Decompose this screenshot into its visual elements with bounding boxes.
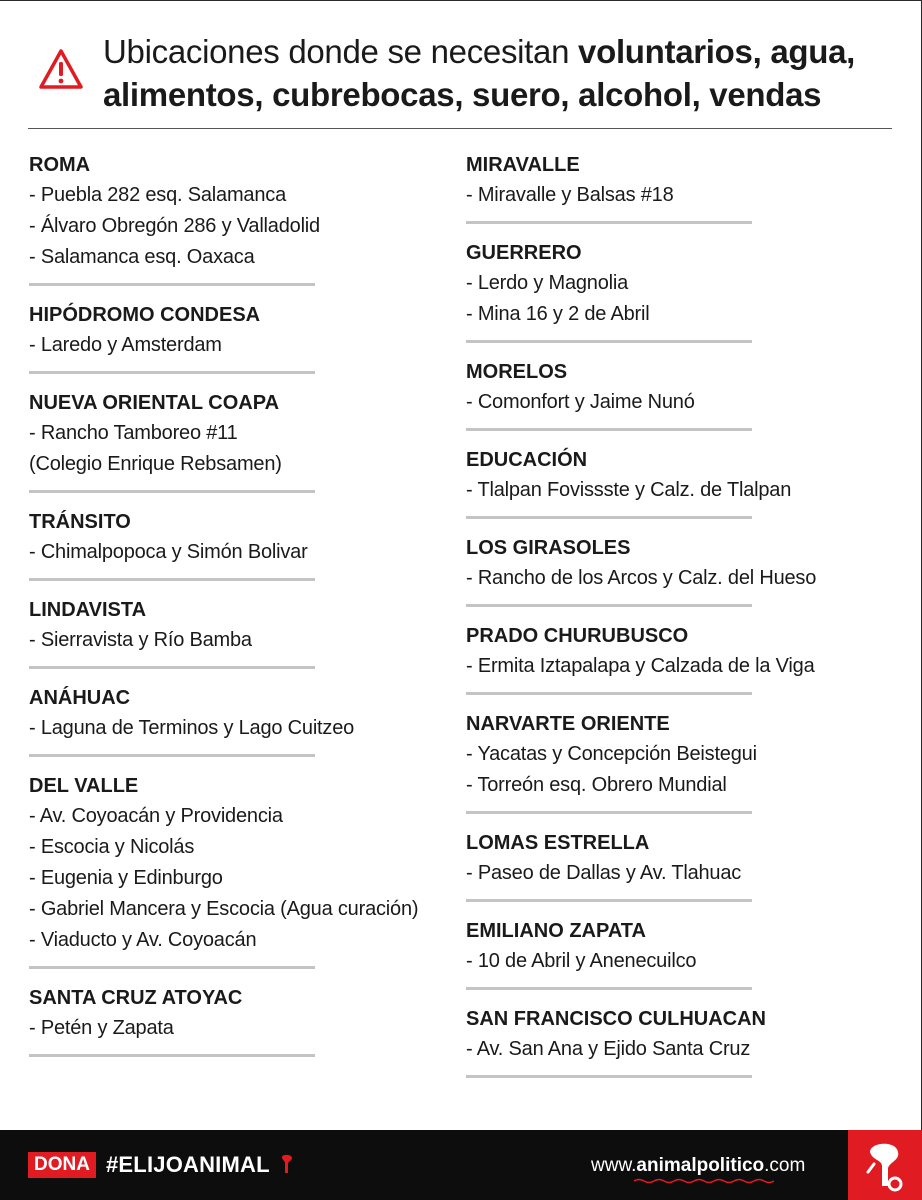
address-line: - Eugenia y Edinburgo <box>29 867 223 889</box>
left-location-column <box>29 150 449 1071</box>
address-line: - Puebla 282 esq. Salamanca <box>29 184 286 206</box>
neighborhood-title: GUERRERO <box>466 242 582 264</box>
address-line: - Mina 16 y 2 de Abril <box>466 303 650 325</box>
address-line: - Paseo de Dallas y Av. Tlahuac <box>466 862 742 884</box>
animal-head-icon <box>280 1153 294 1175</box>
warning-triangle-icon <box>38 48 84 90</box>
address-line: - 10 de Abril y Anenecuilco <box>466 950 697 972</box>
address-line: - Viaducto y Av. Coyoacán <box>29 929 257 951</box>
neighborhood-title: HIPÓDROMO CONDESA <box>29 304 261 326</box>
location-section <box>29 983 449 1057</box>
section-divider <box>466 899 752 902</box>
header-divider <box>28 128 892 129</box>
location-section <box>466 1004 886 1078</box>
section-divider <box>29 966 315 969</box>
address-line: - Lerdo y Magnolia <box>466 272 629 294</box>
dona-button[interactable]: DONA <box>28 1152 96 1178</box>
address-line: - Rancho Tamboreo #11 <box>29 422 238 444</box>
address-line: - Salamanca esq. Oaxaca <box>29 246 255 268</box>
neighborhood-title: SAN FRANCISCO CULHUACAN <box>466 1008 766 1030</box>
location-section <box>466 533 886 607</box>
address-line: - Miravalle y Balsas #18 <box>466 184 674 206</box>
site-brand: animalpolitico <box>636 1155 765 1176</box>
location-section <box>466 828 886 902</box>
site-prefix: www. <box>591 1155 637 1176</box>
neighborhood-title: TRÁNSITO <box>29 511 131 533</box>
location-section <box>29 683 449 757</box>
site-url[interactable] <box>591 1153 805 1179</box>
location-section <box>466 238 886 343</box>
neighborhood-title: MIRAVALLE <box>466 154 580 176</box>
address-line: - Escocia y Nicolás <box>29 836 195 858</box>
section-divider <box>29 371 315 374</box>
wavy-underline-decoration <box>634 1178 774 1184</box>
animal-politico-logo-icon <box>860 1138 910 1194</box>
headline-regular: Ubicaciones donde se necesitan <box>103 33 579 70</box>
headline-bold: voluntarios, agua, alimentos, cubrebocas, suero, alcohol, vendas <box>103 33 856 113</box>
neighborhood-title: ANÁHUAC <box>29 687 131 709</box>
location-section <box>466 357 886 431</box>
address-line: - Gabriel Mancera y Escocia (Agua curación) <box>29 898 419 920</box>
address-line: - Av. San Ana y Ejido Santa Cruz <box>466 1038 751 1060</box>
section-divider <box>29 1054 315 1057</box>
address-line: - Petén y Zapata <box>29 1017 174 1039</box>
section-divider <box>29 754 315 757</box>
neighborhood-title: LOMAS ESTRELLA <box>466 832 650 854</box>
brand-logo <box>848 1130 922 1200</box>
neighborhood-title: EMILIANO ZAPATA <box>466 920 646 942</box>
location-section <box>29 771 449 969</box>
site-suffix: .com <box>764 1155 806 1176</box>
page-title <box>103 30 903 116</box>
location-section <box>29 388 449 493</box>
address-line: - Torreón esq. Obrero Mundial <box>466 774 727 796</box>
address-line: - Yacatas y Concepción Beistegui <box>466 743 757 765</box>
section-divider <box>29 578 315 581</box>
location-section <box>29 150 449 286</box>
address-line: - Sierravista y Río Bamba <box>29 629 252 651</box>
right-location-column <box>466 150 886 1092</box>
location-section <box>29 300 449 374</box>
section-divider <box>466 221 752 224</box>
section-divider <box>466 1075 752 1078</box>
neighborhood-title: LOS GIRASOLES <box>466 537 631 559</box>
hashtag-label: #ELIJOANIMAL <box>106 1152 270 1177</box>
address-line: - Laredo y Amsterdam <box>29 334 222 356</box>
section-divider <box>466 340 752 343</box>
neighborhood-title: LINDAVISTA <box>29 599 147 621</box>
neighborhood-title: DEL VALLE <box>29 775 139 797</box>
section-divider <box>466 604 752 607</box>
neighborhood-title: NARVARTE ORIENTE <box>466 713 670 735</box>
address-line: - Tlalpan Fovissste y Calz. de Tlalpan <box>466 479 792 501</box>
section-divider <box>466 811 752 814</box>
footer-bar <box>0 1130 922 1200</box>
header <box>28 26 898 126</box>
section-divider <box>466 428 752 431</box>
top-border <box>0 0 921 1</box>
location-section <box>466 916 886 990</box>
section-divider <box>29 283 315 286</box>
neighborhood-title: EDUCACIÓN <box>466 449 588 471</box>
address-line: - Laguna de Terminos y Lago Cuitzeo <box>29 717 355 739</box>
neighborhood-title: PRADO CHURUBUSCO <box>466 625 689 647</box>
section-divider <box>466 516 752 519</box>
neighborhood-title: ROMA <box>29 154 91 176</box>
neighborhood-title: SANTA CRUZ ATOYAC <box>29 987 243 1009</box>
address-line: (Colegio Enrique Rebsamen) <box>29 453 282 475</box>
address-line: - Chimalpopoca y Simón Bolivar <box>29 541 308 563</box>
section-divider <box>466 692 752 695</box>
address-line: - Ermita Iztapalapa y Calzada de la Viga <box>466 655 815 677</box>
location-section <box>29 595 449 669</box>
neighborhood-title: MORELOS <box>466 361 568 383</box>
location-section <box>466 445 886 519</box>
neighborhood-title: NUEVA ORIENTAL COAPA <box>29 392 280 414</box>
address-line: - Av. Coyoacán y Providencia <box>29 805 283 827</box>
section-divider <box>466 987 752 990</box>
section-divider <box>29 666 315 669</box>
location-section <box>466 621 886 695</box>
section-divider <box>29 490 315 493</box>
address-line: - Álvaro Obregón 286 y Valladolid <box>29 215 320 237</box>
address-line: - Comonfort y Jaime Nunó <box>466 391 695 413</box>
location-section <box>466 150 886 224</box>
location-section <box>466 709 886 814</box>
location-section <box>29 507 449 581</box>
address-line: - Rancho de los Arcos y Calz. del Hueso <box>466 567 817 589</box>
